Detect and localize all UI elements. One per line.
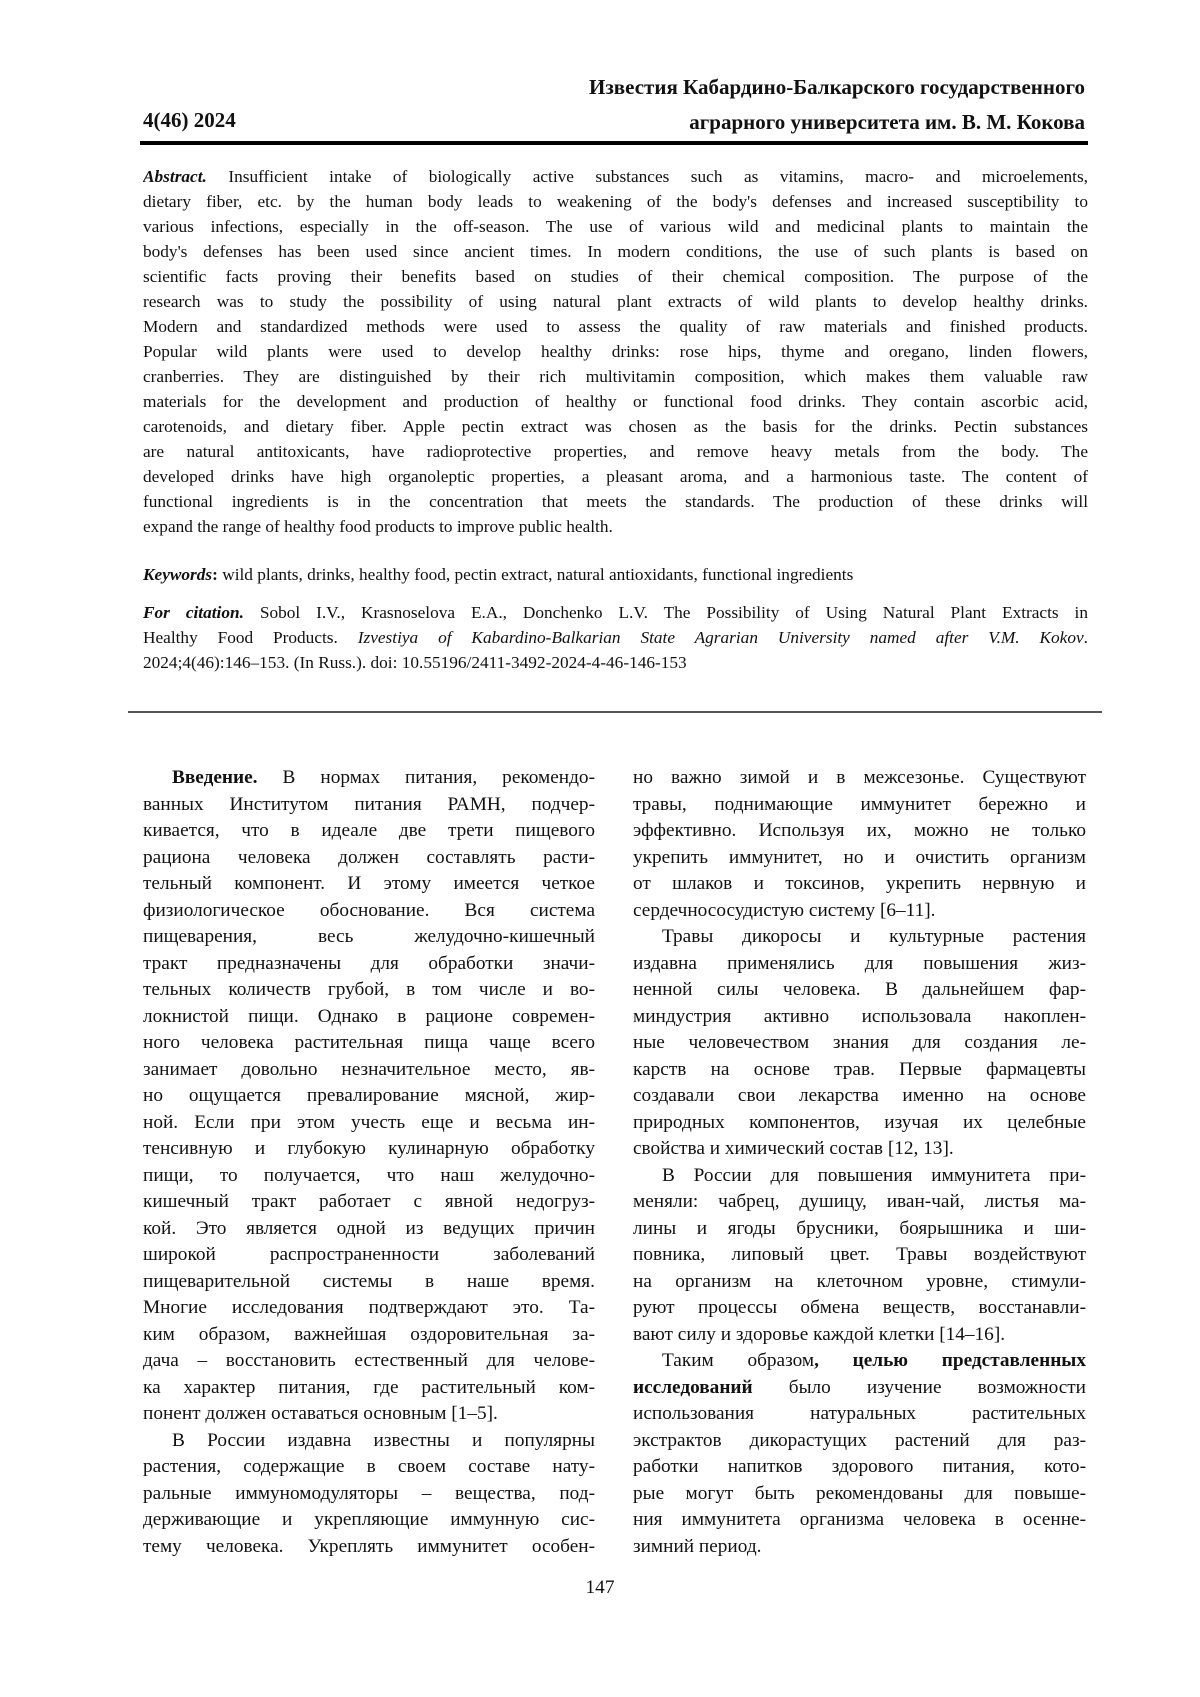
text-line: издавна применялись для повышения жиз-: [633, 951, 1086, 978]
paragraph: [143, 1428, 595, 1561]
text-line: Modern and standardized methods were used to assess the quality of raw materials and finished products.: [143, 314, 1088, 339]
paragraph: [633, 924, 1086, 1163]
text-line: тельный компонент. И этому имеется четкое: [143, 871, 595, 898]
text-line: карств на основе трав. Первые фармацевты: [633, 1057, 1086, 1084]
text-run: Insufficient intake of biologically active substances such as vitamins, macro- and microelements,: [207, 167, 1088, 186]
text-line: укрепить иммунитет, но и очистить организм: [633, 845, 1086, 872]
text-run: Healthy Food Products.: [143, 628, 358, 647]
text-line: ким образом, важнейшая оздоровительная за-: [143, 1322, 595, 1349]
text-line: expand the range of healthy food products to improve public health.: [143, 514, 1088, 539]
text-line: ные человечеством знания для создания ле-: [633, 1030, 1086, 1057]
text-line: зимний период.: [633, 1534, 1086, 1561]
text-line: 2024;4(46):146–153. (In Russ.). doi: 10.55196/2411-3492-2024-4-46-146-153: [143, 650, 1088, 675]
column-right: [633, 765, 1086, 1560]
text-line: кивается, что в идеале две трети пищевого: [143, 818, 595, 845]
text-line: [143, 164, 1088, 189]
text-line: Многие исследования подтверждают это. Та-: [143, 1295, 595, 1322]
emphasis-run: Введение.: [172, 767, 258, 788]
text-line: ния иммунитета организма человека в осенне-: [633, 1507, 1086, 1534]
text-line: В России издавна известны и популярны: [143, 1428, 595, 1455]
text-line: [143, 625, 1088, 650]
text-run: .: [1084, 628, 1088, 647]
text-line: ной. Если при этом учесть еще и весьма ин-: [143, 1110, 595, 1137]
text-line: кой. Это является одной из ведущих причин: [143, 1216, 595, 1243]
text-line: природных компонентов, изучая их целебные: [633, 1110, 1086, 1137]
page-number: 147: [0, 1575, 1200, 1601]
journal-title-line-2: аграрного университета им. В. М. Кокова: [689, 107, 1085, 137]
text-line: В России для повышения иммунитета при-: [633, 1163, 1086, 1190]
text-line: руют процессы обмена веществ, восстанавли-: [633, 1295, 1086, 1322]
text-run: В нормах питания, рекомендо-: [258, 767, 596, 788]
text-line: создавали свои лекарства именно на основе: [633, 1083, 1086, 1110]
text-line: рые могут быть рекомендованы для повыше-: [633, 1481, 1086, 1508]
text-line: ненной силы человека. В дальнейшем фар-: [633, 977, 1086, 1004]
issue-number: 4(46) 2024: [143, 105, 236, 135]
text-line: растения, содержащие в своем составе нату-: [143, 1454, 595, 1481]
text-line: на организм на клеточном уровне, стимули-: [633, 1269, 1086, 1296]
text-line: занимает довольно незначительное место, яв-: [143, 1057, 595, 1084]
text-line: использования натуральных растительных: [633, 1401, 1086, 1428]
text-line: держивающие и укрепляющие иммунную сис-: [143, 1507, 595, 1534]
emphasis-run: Abstract.: [143, 167, 207, 186]
text-line: работки напитков здорового питания, кото-: [633, 1454, 1086, 1481]
emphasis-run: For citation.: [143, 603, 244, 622]
text-line: dietary fiber, etc. by the human body leads to weakening of the body's defenses and increased susceptibility to: [143, 189, 1088, 214]
text-line: [633, 1348, 1086, 1375]
emphasis-run: Izvestiya of Kabardino-Balkarian State Agrarian University named after V.M. Kokov: [358, 628, 1084, 647]
text-line: [633, 1375, 1086, 1402]
text-line: various infections, especially in the off-season. The use of various wild and medicinal plants to maintain the: [143, 214, 1088, 239]
text-line: пищеварительной системы в наше время.: [143, 1269, 595, 1296]
text-line: cranberries. They are distinguished by their rich multivitamin composition, which makes them valuable raw: [143, 364, 1088, 389]
text-line: research was to study the possibility of using natural plant extracts of wild plants to develop healthy drinks.: [143, 289, 1088, 314]
paragraph: [633, 765, 1086, 924]
text-line: травы, поднимающие иммунитет бережно и: [633, 792, 1086, 819]
text-line: но важно зимой и в межсезонье. Существуют: [633, 765, 1086, 792]
text-line: кишечный тракт работает с явной недогруз-: [143, 1189, 595, 1216]
citation: [143, 600, 1088, 675]
text-line: [143, 562, 1088, 587]
text-line: [143, 765, 595, 792]
text-line: пищи, то получается, что наш желудочно-: [143, 1163, 595, 1190]
text-run: было изучение возможности: [753, 1377, 1086, 1398]
text-line: широкой распространенности заболеваний: [143, 1242, 595, 1269]
text-line: понент должен оставаться основным [1–5].: [143, 1401, 595, 1428]
text-line: от шлаков и токсинов, укрепить нервную и: [633, 871, 1086, 898]
text-run: wild plants, drinks, healthy food, pectin extract, natural antioxidants, functional ingredients: [218, 565, 853, 584]
text-line: are natural antitoxicants, have radioprotective properties, and remove heavy metals from the body. The: [143, 439, 1088, 464]
text-line: тельных количеств грубой, в том числе и во-: [143, 977, 595, 1004]
emphasis-run: Keywords: [143, 565, 212, 584]
text-line: ка характер питания, где растительный ком-: [143, 1375, 595, 1402]
text-line: [143, 600, 1088, 625]
column-left: [143, 765, 595, 1560]
text-line: эффективно. Используя их, можно не только: [633, 818, 1086, 845]
text-line: лины и ягоды брусники, боярышника и ши-: [633, 1216, 1086, 1243]
text-line: Popular wild plants were used to develop healthy drinks: rose hips, thyme and oregano, linden flowers,: [143, 339, 1088, 364]
paragraph: [143, 765, 595, 1428]
text-line: локнистой пищи. Однако в рационе современ-: [143, 1004, 595, 1031]
text-line: ральные иммуномодуляторы – вещества, под-: [143, 1481, 595, 1508]
text-line: body's defenses has been used since ancient times. In modern conditions, the use of such plants is based on: [143, 239, 1088, 264]
paragraph: [633, 1348, 1086, 1560]
text-line: developed drinks have high organoleptic properties, a pleasant aroma, and a harmonious taste. The content of: [143, 464, 1088, 489]
paragraph: [633, 1163, 1086, 1349]
text-line: физиологическое обоснование. Вся система: [143, 898, 595, 925]
text-line: functional ingredients is in the concentration that meets the standards. The production of these drinks will: [143, 489, 1088, 514]
text-line: вают силу и здоровье каждой клетки [14–16].: [633, 1322, 1086, 1349]
text-line: свойства и химический состав [12, 13].: [633, 1136, 1086, 1163]
text-line: пищеварения, весь желудочно-кишечный: [143, 924, 595, 951]
abstract: [143, 164, 1088, 539]
text-line: дача – восстановить естественный для челове-: [143, 1348, 595, 1375]
text-line: scientific facts proving their benefits based on studies of their chemical composition. The purpose of the: [143, 264, 1088, 289]
emphasis-run: :: [212, 565, 218, 584]
text-line: carotenoids, and dietary fiber. Apple pectin extract was chosen as the basis for the drinks. Pectin substances: [143, 414, 1088, 439]
text-line: materials for the development and production of healthy or functional food drinks. They contain ascorbic acid,: [143, 389, 1088, 414]
text-line: тенсивную и глубокую кулинарную обработку: [143, 1136, 595, 1163]
section-divider: [128, 711, 1102, 713]
text-line: тему человека. Укреплять иммунитет особен-: [143, 1534, 595, 1561]
text-line: ного человека растительная пища чаще всего: [143, 1030, 595, 1057]
header-rule: [140, 141, 1088, 145]
journal-title-line-1: Известия Кабардино-Балкарского государственного: [589, 72, 1085, 102]
text-line: сердечнососудистую систему [6–11].: [633, 898, 1086, 925]
text-line: но ощущается превалирование мясной, жир-: [143, 1083, 595, 1110]
emphasis-run: , целью представленных: [814, 1350, 1086, 1371]
text-line: миндустрия активно использовала накоплен-: [633, 1004, 1086, 1031]
text-line: повника, липовый цвет. Травы воздействуют: [633, 1242, 1086, 1269]
keywords: [143, 562, 1088, 587]
text-line: рациона человека должен составлять расти-: [143, 845, 595, 872]
text-line: тракт предназначены для обработки значи-: [143, 951, 595, 978]
text-line: экстрактов дикорастущих растений для раз-: [633, 1428, 1086, 1455]
emphasis-run: исследований: [633, 1377, 753, 1398]
text-run: Таким образом: [662, 1350, 814, 1371]
text-line: ванных Институтом питания РАМН, подчер-: [143, 792, 595, 819]
text-line: меняли: чабрец, душицу, иван-чай, листья ма-: [633, 1189, 1086, 1216]
text-run: Sobol I.V., Krasnoselova E.A., Donchenko L.V. The Possibility of Using Natural Plant Extracts in: [244, 603, 1088, 622]
text-line: Травы дикоросы и культурные растения: [633, 924, 1086, 951]
